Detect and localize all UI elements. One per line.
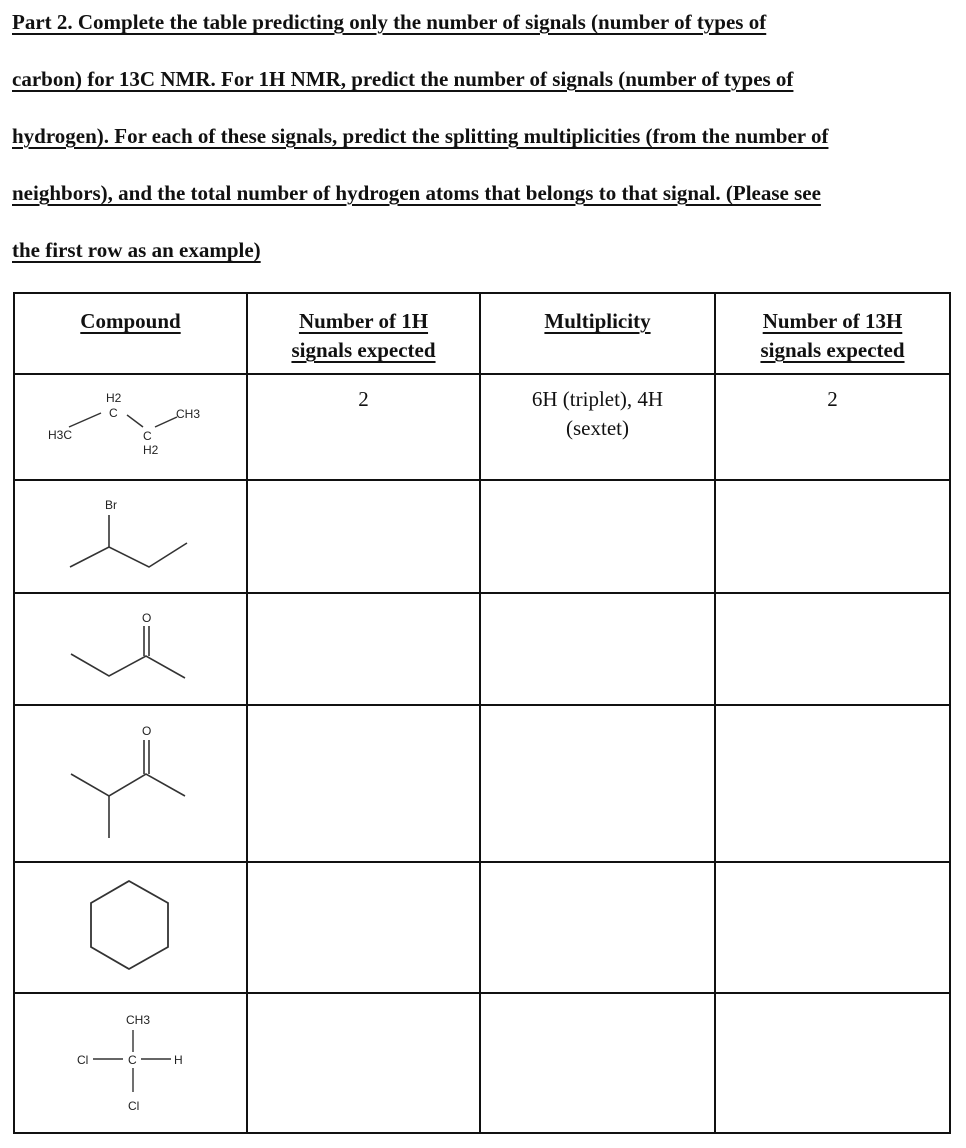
c13-signals-cell[interactable] bbox=[715, 862, 950, 993]
instruction-line-4: neighbors), and the total number of hydrogen atoms that belongs to that signal. (Please see bbox=[12, 181, 821, 205]
instruction-line-5: the first row as an example) bbox=[12, 238, 261, 262]
methylbutanone-structure bbox=[15, 706, 246, 861]
compound-cell bbox=[14, 862, 247, 993]
dichloroethane-structure bbox=[15, 994, 246, 1132]
c13-signals-cell[interactable] bbox=[715, 993, 950, 1133]
svg-text:CH3: CH3 bbox=[126, 1013, 151, 1027]
svg-text:C: C bbox=[128, 1053, 137, 1067]
header-13h-signals: Number of 13H signals expected bbox=[715, 293, 950, 374]
propane-structure bbox=[15, 375, 246, 479]
cyclohexane-structure bbox=[15, 863, 246, 992]
c13-signals-cell[interactable] bbox=[715, 593, 950, 705]
c13-signals-cell[interactable] bbox=[715, 480, 950, 593]
svg-text:O: O bbox=[142, 724, 152, 738]
instruction-line-3: hydrogen). For each of these signals, predict the splitting multiplicities (from the number of bbox=[12, 124, 829, 148]
table-row bbox=[14, 705, 950, 862]
c13-signals-cell[interactable] bbox=[715, 705, 950, 862]
compound-cell bbox=[14, 593, 247, 705]
instruction-line-1: Part 2. Complete the table predicting only the number of signals (number of types of bbox=[12, 10, 767, 34]
multiplicity-cell[interactable] bbox=[480, 862, 715, 993]
compound-cell bbox=[14, 705, 247, 862]
h1-signals-cell[interactable] bbox=[247, 480, 480, 593]
svg-text:CH3: CH3 bbox=[176, 407, 201, 421]
compound-cell bbox=[14, 993, 247, 1133]
h1-signals-cell[interactable] bbox=[247, 593, 480, 705]
table-row bbox=[14, 993, 950, 1133]
svg-text:H: H bbox=[174, 1053, 183, 1067]
multiplicity-cell[interactable]: 6H (triplet), 4H (sextet) bbox=[480, 374, 715, 480]
header-1h-signals: Number of 1H signals expected bbox=[247, 293, 480, 374]
svg-text:C: C bbox=[109, 406, 118, 420]
c13-signals-cell[interactable]: 2 bbox=[715, 374, 950, 480]
h1-signals-cell[interactable] bbox=[247, 862, 480, 993]
h1-signals-cell[interactable] bbox=[247, 705, 480, 862]
compound-cell bbox=[14, 480, 247, 593]
svg-text:H3C: H3C bbox=[48, 428, 73, 442]
multiplicity-cell[interactable] bbox=[480, 480, 715, 593]
svg-text:C: C bbox=[143, 429, 152, 443]
table-row bbox=[14, 593, 950, 705]
nmr-table bbox=[13, 292, 951, 1134]
svg-text:Cl: Cl bbox=[77, 1053, 89, 1067]
svg-text:O: O bbox=[142, 611, 152, 625]
multiplicity-cell[interactable] bbox=[480, 993, 715, 1133]
table-row bbox=[14, 480, 950, 593]
svg-text:Br: Br bbox=[105, 498, 117, 512]
svg-text:H2: H2 bbox=[143, 443, 159, 457]
header-multiplicity: Multiplicity bbox=[480, 293, 715, 374]
header-compound: Compound bbox=[14, 293, 247, 374]
h1-signals-cell[interactable]: 2 bbox=[247, 374, 480, 480]
multiplicity-cell[interactable] bbox=[480, 593, 715, 705]
h1-signals-cell[interactable] bbox=[247, 993, 480, 1133]
butanone-structure bbox=[15, 594, 246, 704]
table-row bbox=[14, 374, 950, 480]
table-row bbox=[14, 862, 950, 993]
compound-cell bbox=[14, 374, 247, 480]
svg-text:H2: H2 bbox=[106, 391, 122, 405]
instruction-line-2: carbon) for 13C NMR. For 1H NMR, predict the number of signals (number of types of bbox=[12, 67, 794, 91]
bromobutane-structure bbox=[15, 481, 246, 592]
svg-text:Cl: Cl bbox=[128, 1099, 140, 1113]
table-header-row bbox=[14, 293, 950, 374]
multiplicity-cell[interactable] bbox=[480, 705, 715, 862]
